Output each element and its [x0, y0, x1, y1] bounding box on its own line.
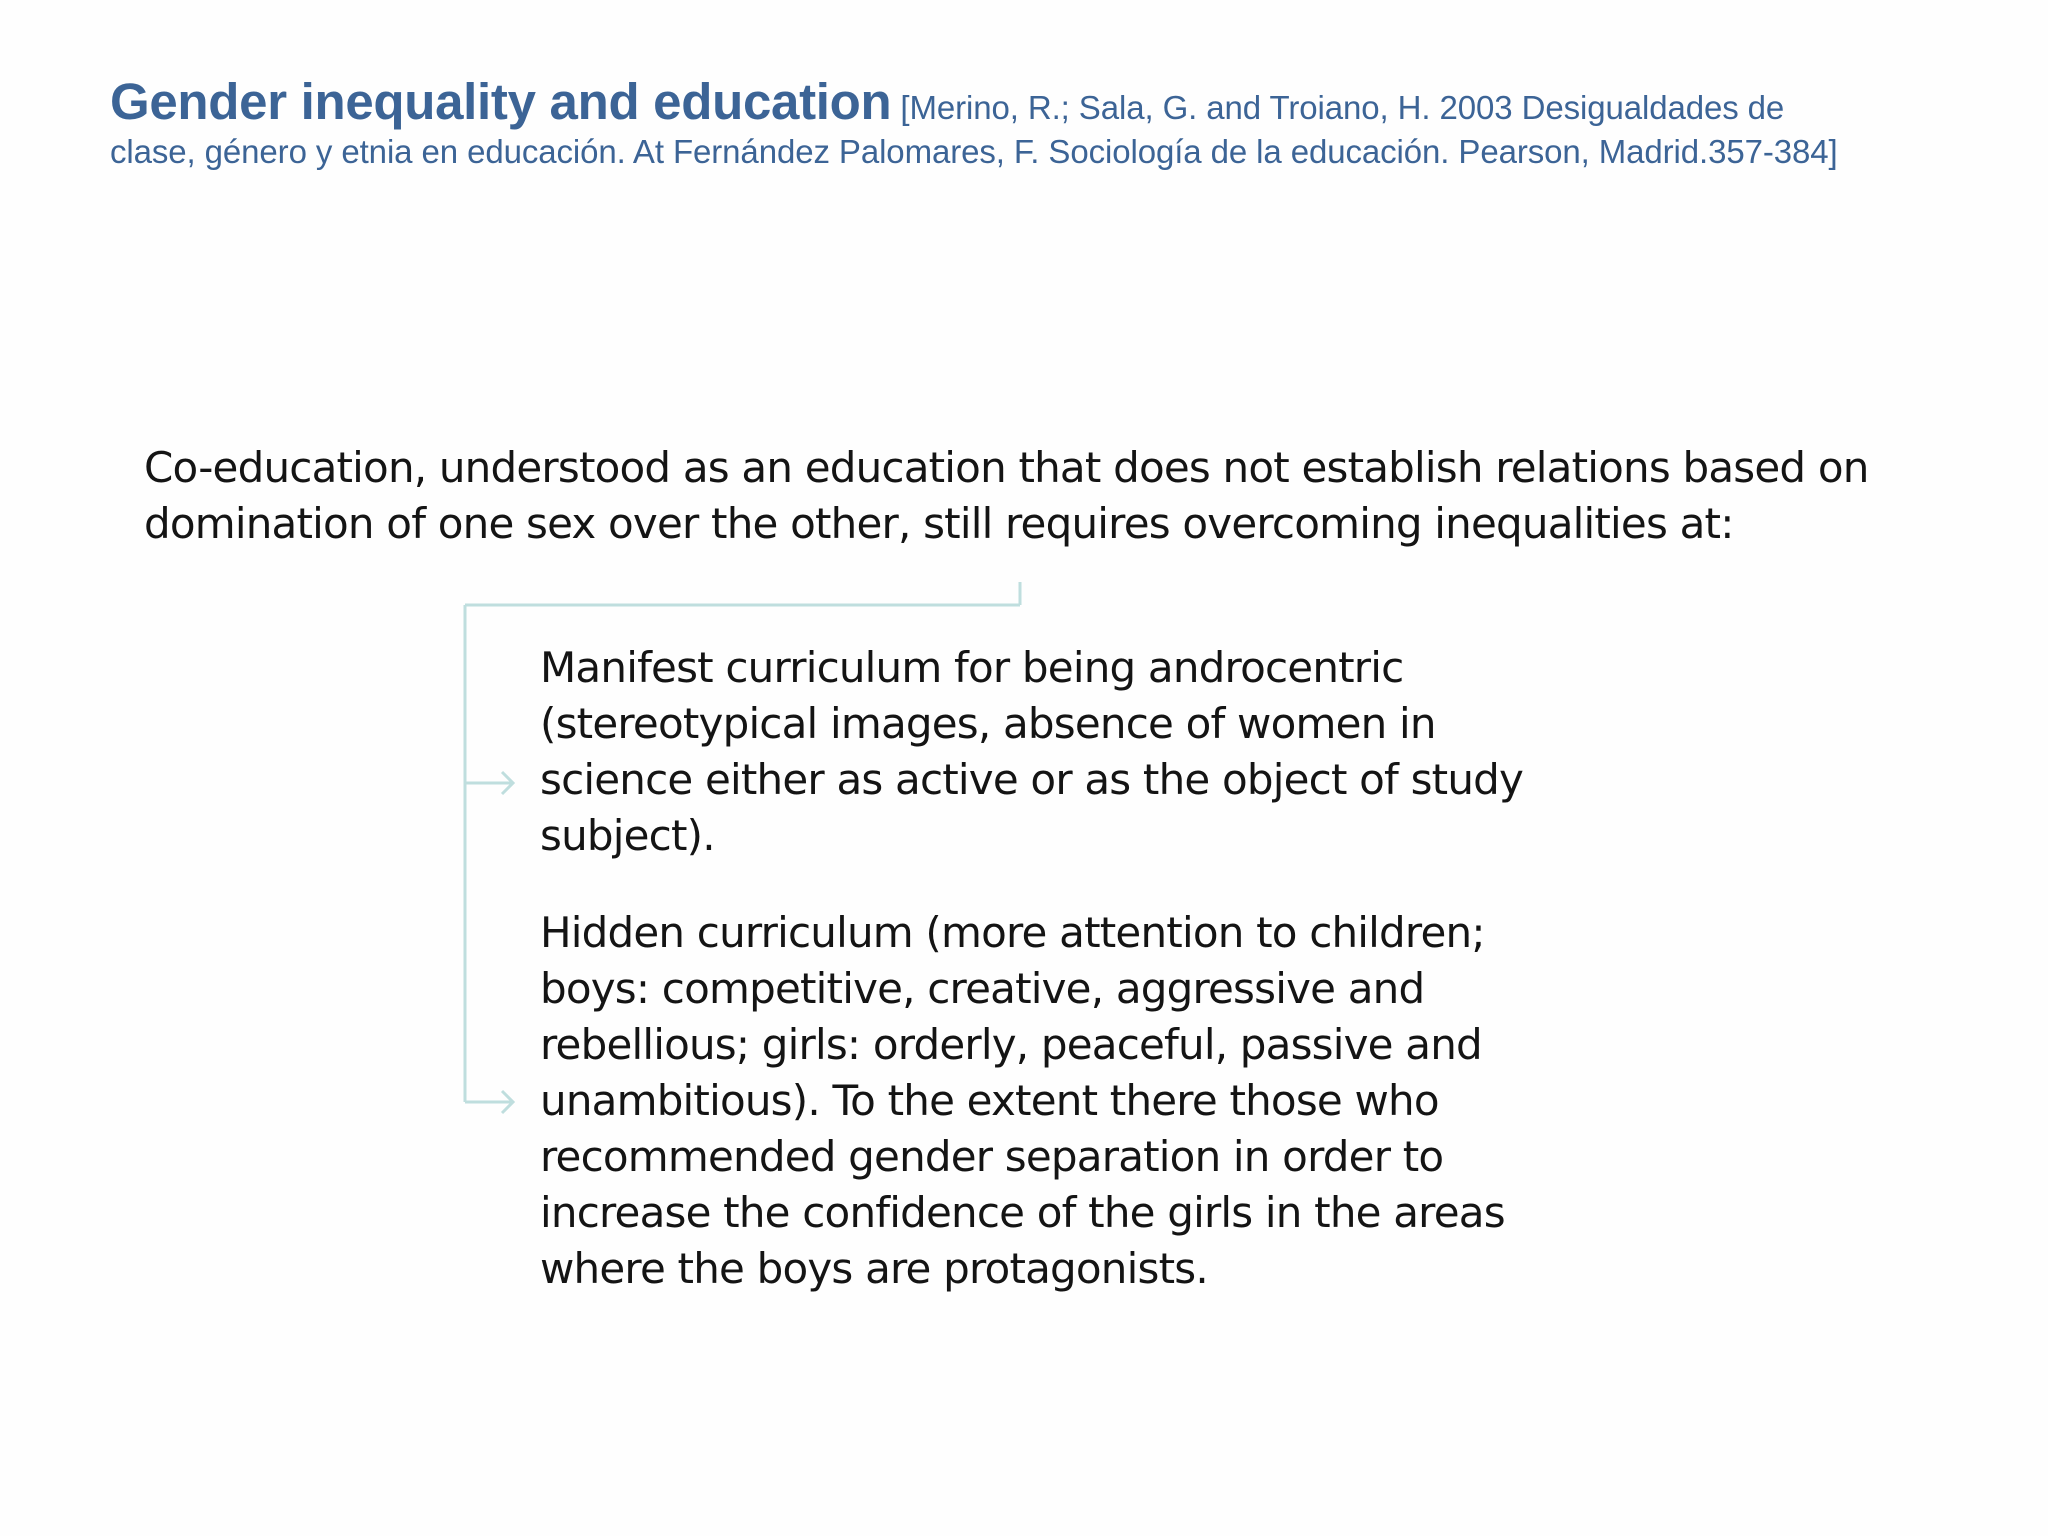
list-item-manifest-curriculum: Manifest curriculum for being androcentric (stereotypical images, absence of women in science either as active or as the object of study subject). — [540, 643, 1524, 860]
slide-title: Gender inequality and education — [110, 73, 892, 130]
slide-header — [110, 73, 1870, 174]
list-item-hidden-curriculum: Hidden curriculum (more attention to children; boys: competitive, creative, aggressive and rebellious; girls: orderly, peaceful, passive and unambitious). To the extent there those who recommended gender separation in order to increase the confidence of the girls in the areas where the boys are protagonists. — [540, 908, 1505, 1293]
citation: [Merino, R.; Sala, G. and Troiano, H. 2003 Desigualdades de clase, género y etnia en educación. At Fernández Palomares, F. Sociología de la educación. Pearson, Madrid.357-384] — [110, 89, 1838, 170]
intro-paragraph: Co-education, understood as an education that does not establish relations based on domination of one sex over the other, still requires overcoming inequalities at: — [144, 443, 1869, 548]
